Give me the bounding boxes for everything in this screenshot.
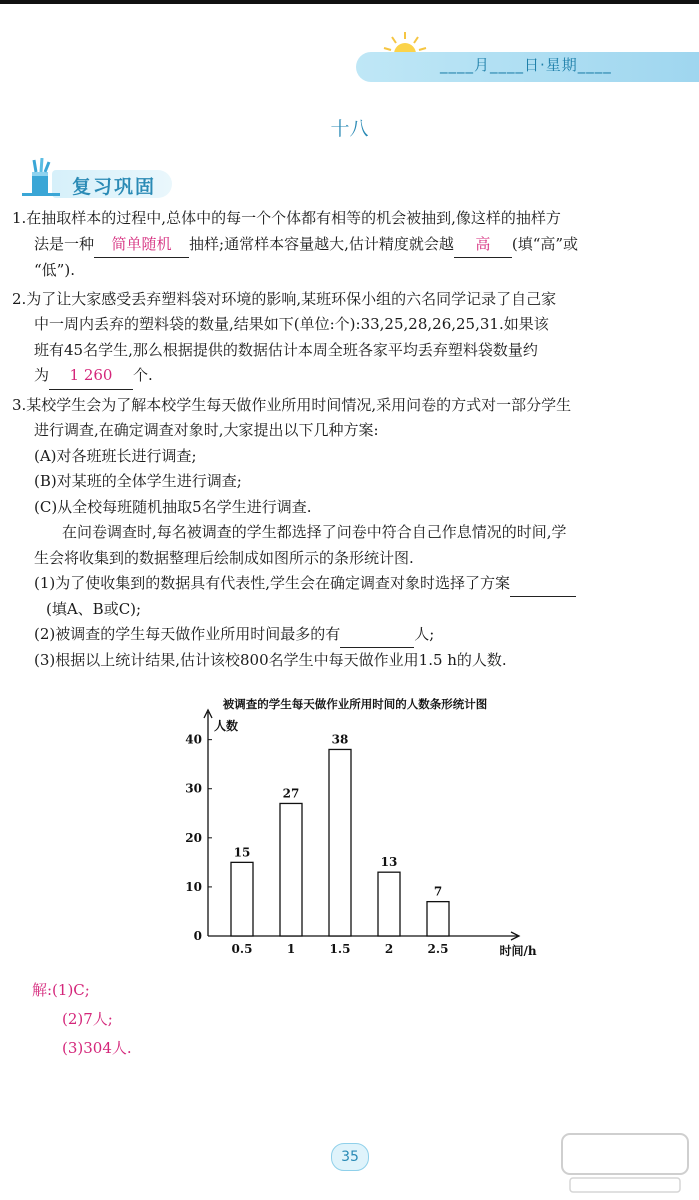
q1-line3: “低”). [34, 261, 75, 279]
q3-sub1-text: (1)为了使收集到的数据具有代表性,学生会在确定调查对象时选择了方案 [34, 574, 511, 592]
bar-value-label: 13 [380, 855, 398, 870]
q3-sub2-blank [340, 629, 414, 648]
q3-sub1 [12, 571, 686, 597]
chart-svg [170, 698, 540, 968]
x-tick-label: 2 [384, 942, 394, 956]
solution-1: 解:(1)C; [32, 981, 90, 999]
q3-sub2-tail: 人; [414, 625, 435, 643]
pencil-cup-icon [18, 158, 68, 198]
y-tick-label: 40 [185, 732, 202, 747]
chart-title: 被调查的学生每天做作业所用时间的人数条形统计图 [222, 698, 488, 711]
q1-line2 [12, 232, 686, 259]
page-number: 35 [331, 1143, 369, 1171]
q3-sub1-hint: (填A、B或C); [46, 599, 142, 618]
solutions [32, 976, 132, 1063]
q1-text-c: (填“高”或 [511, 234, 579, 253]
q1-answer-blank-2: 高 [454, 232, 512, 259]
q2-line3: 班有45名学生,那么根据提供的数据估计本周全班各家平均丢弃塑料袋数量约 [34, 340, 538, 359]
q2-answer-blank: 1 260 [49, 363, 133, 390]
bar [231, 862, 253, 936]
date-line: ____月____日·星期____ [440, 56, 612, 74]
y-tick-label: 10 [185, 879, 202, 894]
solution-3-text: (3)304人. [62, 1039, 132, 1057]
review-heading: 复习巩固 [72, 176, 157, 198]
bar [427, 902, 449, 936]
q3-line2: 进行调查,在确定调查对象时,大家提出以下几种方案: [34, 421, 379, 439]
bar-value-label: 7 [433, 884, 443, 899]
bar [280, 803, 302, 936]
q1-line1: 1.在抽取样本的过程中,总体中的每一个个体都有相等的机会被抽到,像这样的抽样方 [12, 209, 561, 227]
bar-chart [170, 698, 540, 968]
bar-value-label: 27 [282, 786, 300, 801]
q3-sub2-text: (2)被调查的学生每天做作业所用时间最多的有 [34, 625, 341, 643]
bar [329, 749, 351, 936]
bar-value-label: 38 [331, 732, 349, 747]
y-tick-label: 30 [185, 781, 202, 796]
bar [378, 872, 400, 936]
q1-text-b: 抽样;通常样本容量越大,估计精度就会越 [189, 234, 454, 253]
q3-option-c: (C)从全校每班随机抽取5名学生进行调查. [34, 497, 312, 516]
x-tick-label: 2.5 [427, 942, 449, 956]
q2-text-b: 个. [133, 366, 153, 384]
q2-text-a: 为 [34, 366, 50, 384]
q2-line2: 中一周内丢弃的塑料袋的数量,结果如下(单位:个):33,25,28,26,25,31.如果该 [34, 315, 549, 333]
q3-sub2 [12, 622, 686, 648]
watermark-logo [560, 1130, 690, 1195]
question-content [12, 206, 686, 673]
x-tick-label: 1 [286, 942, 296, 956]
q3-sub1-blank [510, 578, 576, 597]
q3-line1: 3.某校学生会为了解本校学生每天做作业所用时间情况,采用问卷的方式对一部分学生 [12, 395, 572, 414]
q2-line1: 2.为了让大家感受丢弃塑料袋对环境的影响,某班环保小组的六名同学记录了自己家 [12, 289, 557, 308]
x-tick-label: 0.5 [231, 942, 253, 956]
x-axis-label: 时间/h [499, 944, 537, 958]
q3-option-a: (A)对各班班长进行调查; [34, 446, 197, 465]
q1-answer-blank-1: 简单随机 [94, 232, 189, 259]
q3-paragraph-1: 在问卷调查时,每名被调查的学生都选择了问卷中符合自己作息情况的时间,学 [62, 523, 567, 541]
y-tick-label: 0 [193, 929, 202, 943]
top-border [0, 0, 699, 4]
q3-option-b: (B)对某班的全体学生进行调查; [34, 472, 242, 490]
y-tick-label: 20 [185, 830, 202, 845]
y-axis-label: 人数 [214, 719, 239, 733]
solution-2 [32, 1005, 132, 1034]
solution-2-text: (2)7人; [62, 1010, 113, 1028]
x-tick-label: 1.5 [329, 942, 351, 956]
q3-sub3: (3)根据以上统计结果,估计该校800名学生中每天做作业用1.5 h的人数. [34, 650, 507, 669]
bar-value-label: 15 [233, 845, 251, 860]
q1-text-a: 法是一种 [34, 234, 95, 253]
q2-line4 [12, 363, 686, 390]
section-title: 十八 [330, 118, 369, 140]
q3-paragraph-2: 生会将收集到的数据整理后绘制成如图所示的条形统计图. [34, 548, 414, 567]
solution-3 [32, 1034, 132, 1063]
